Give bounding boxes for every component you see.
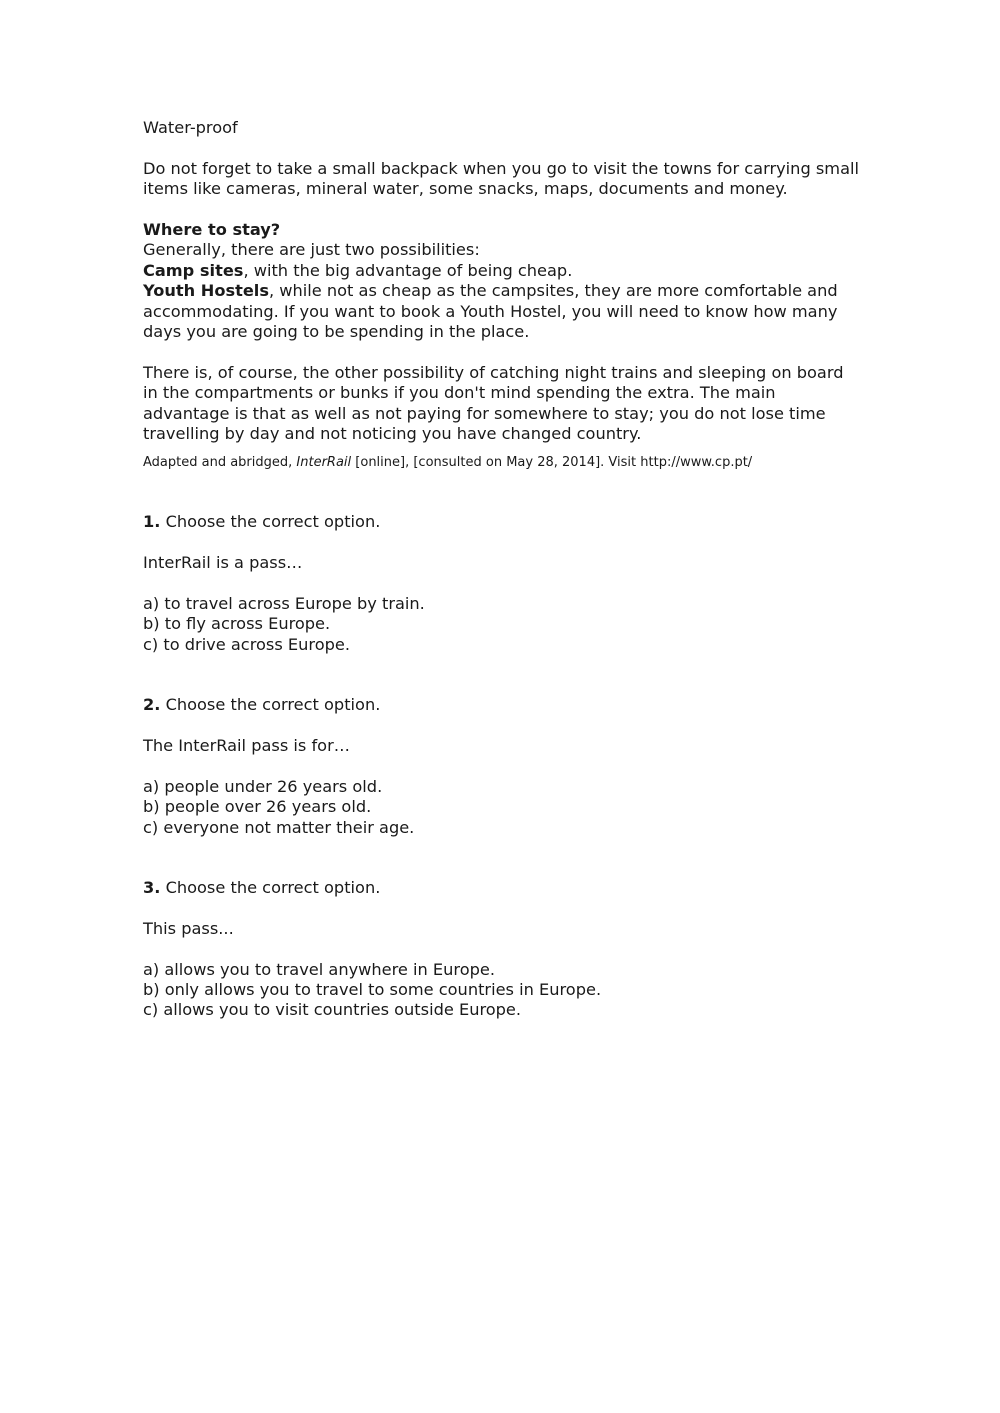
youth-hostels-label: Youth Hostels [143,281,269,301]
answer-option-b[interactable]: b) people over 26 years old. [143,797,372,817]
answer-option-c[interactable]: c) allows you to visit countries outside Europe. [143,1000,522,1020]
question-stem: InterRail is a pass… [143,553,303,573]
answer-option-c[interactable]: c) to drive across Europe. [143,634,350,654]
question-instruction [143,878,863,898]
camp-sites-text: , with the big advantage of being cheap. [243,260,573,280]
question-stem: This pass... [143,918,234,938]
question-1 [143,512,863,655]
source-title: InterRail [296,455,352,471]
night-trains-paragraph: There is, of course, the other possibility of catching night trains and sleeping on board in the compartments or bunks if you don't mind spending the extra. The main advantage is that as well as not paying for somewhere to stay; you do not lose time travelling by day and not noticing you have changed country. [143,362,844,444]
question-instruction-text: Choose the correct option. [160,695,381,715]
source-citation [143,454,863,472]
question-number: 2. [143,695,161,715]
question-2 [143,695,863,838]
question-instruction [143,695,863,715]
source-suffix: [online], [consulted on May 28, 2014]. Visit http://www.cp.pt/ [351,455,753,471]
camp-sites-label: Camp sites [143,260,244,280]
worksheet-content [143,118,863,1021]
youth-hostels-text: , while not as cheap as the campsites, they are more comfortable and accommodating. If you want to book a Youth Hostel, you will need to know how many days you are going to be spending in the place. [143,281,838,342]
answer-option-c[interactable]: c) everyone not matter their age. [143,817,415,837]
answer-option-b[interactable]: b) to fly across Europe. [143,614,331,634]
source-prefix: Adapted and abridged, [143,455,297,471]
question-instruction [143,512,863,532]
answer-option-a[interactable]: a) to travel across Europe by train. [143,594,425,614]
where-to-stay-heading: Where to stay? [143,220,281,239]
youth-hostels-paragraph [143,281,863,342]
continued-list-item: Water-proof [143,118,238,137]
question-instruction-text: Choose the correct option. [160,878,381,898]
camp-sites-paragraph [143,261,863,281]
stay-intro: Generally, there are just two possibilities: [143,240,480,260]
question-instruction-text: Choose the correct option. [160,512,381,532]
answer-option-b[interactable]: b) only allows you to travel to some countries in Europe. [143,980,602,1000]
answer-option-a[interactable]: a) allows you to travel anywhere in Europe. [143,959,495,979]
question-stem: The InterRail pass is for… [143,736,350,756]
answer-option-a[interactable]: a) people under 26 years old. [143,776,383,796]
question-number: 1. [143,512,161,532]
question-3 [143,878,863,1021]
backpack-paragraph: Do not forget to take a small backpack when you go to visit the towns for carrying small items like cameras, mineral water, some snacks, maps, documents and money. [143,158,859,199]
question-number: 3. [143,878,161,898]
